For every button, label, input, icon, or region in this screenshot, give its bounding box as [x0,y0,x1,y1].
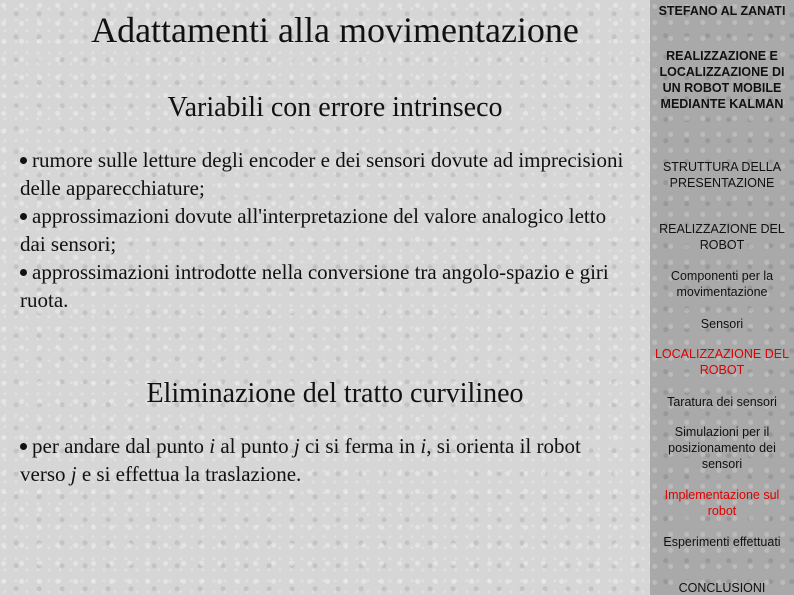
bullet-list-errors [20,146,630,314]
slide-title: Adattamenti alla movimentazione [91,10,579,50]
sidebar-item-esperimenti[interactable]: Esperimenti effettuati [663,535,781,549]
list-item: approssimazioni introdotte nella conversione tra angolo-spazio e giri ruota. [20,260,609,312]
list-item: per andare dal punto i al punto j ci si ferma in i, si orienta il robot verso j e si effettua la traslazione. [20,434,581,486]
bullet-dot-icon [20,157,27,164]
section-heading-eliminazione: Eliminazione del tratto curvilineo [146,378,524,409]
sidebar-item-conclusioni[interactable]: CONCLUSIONI [678,581,766,595]
bullet-dot-icon [20,213,27,220]
sidebar-item-componenti[interactable]: Componenti per la movimentazione [670,269,774,299]
bullet-dot-icon [20,269,27,276]
list-item: rumore sulle letture degli encoder e dei sensori dovute ad imprecisioni delle apparecchiature; [20,148,624,200]
sidebar-author: STEFANO AL ZANATI [658,4,786,18]
section-heading-variabili: Variabili con errore intrinseco [167,92,503,123]
bullet-list-curve [20,432,630,488]
sidebar-item-title[interactable]: REALIZZAZIONE E LOCALIZZAZIONE DI UN ROBOT MOBILE MEDIANTE KALMAN [659,49,785,111]
sidebar-item-simulazioni[interactable]: Simulazioni per il posizionamento dei sensori [668,425,776,471]
sidebar-item-implementazione[interactable]: Implementazione sul robot [664,488,780,518]
sidebar-item-sensori[interactable]: Sensori [700,317,744,331]
sidebar-item-struttura[interactable]: STRUTTURA DELLA PRESENTAZIONE [662,160,782,190]
sidebar-item-taratura[interactable]: Taratura dei sensori [667,395,777,409]
sidebar-nav [650,0,794,595]
list-item: approssimazioni dovute all'interpretazione del valore analogico letto dai sensori; [20,204,607,256]
sidebar-item-localizzazione[interactable]: LOCALIZZAZIONE DEL ROBOT [654,347,790,377]
sidebar-item-realizzazione[interactable]: REALIZZAZIONE DEL ROBOT [659,222,785,252]
bullet-dot-icon [20,443,27,450]
